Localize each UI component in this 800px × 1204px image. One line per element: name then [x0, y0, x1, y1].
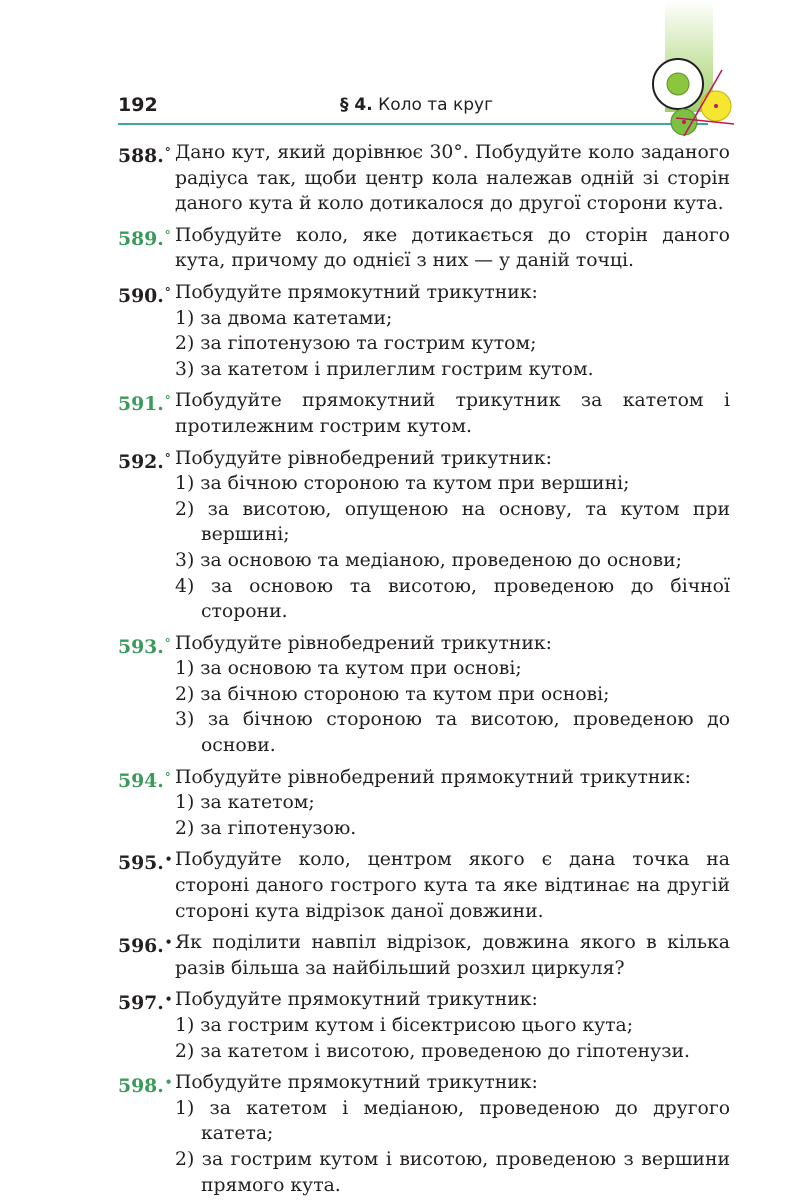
problem-subitem: 1) за двома катетами; — [175, 307, 393, 329]
problem-subitem: 2) за бічною стороною та кутом при основі; — [175, 683, 610, 705]
problem-number — [118, 280, 171, 310]
problem-subitem: 2) за гострим кутом і висотою, проведеною з вершини прямого кута. — [175, 1148, 730, 1196]
problem-item — [118, 1070, 730, 1198]
problem-text: Побудуйте прямокутний трикутник: — [175, 989, 538, 1011]
problem-text: Як поділити навпіл відрізок, довжина якого в кілька разів більша за найбільший розхил циркуля? — [175, 932, 730, 979]
problem-number — [118, 847, 172, 877]
difficulty-mark: ° — [164, 145, 171, 159]
problem-number — [118, 987, 172, 1017]
circles-logo-icon — [646, 58, 736, 140]
problem-item — [118, 223, 730, 274]
problem-subitem: 3) за бічною стороною та висотою, проведеною до основи. — [175, 709, 730, 757]
problem-text: Побудуйте коло, центром якого є дана точка на стороні даного гострого кута та яке відтинає на другій стороні кута відрізок даної довжини. — [175, 849, 730, 922]
problem-number — [118, 1070, 172, 1100]
problem-text: Побудуйте рівнобедрений трикутник: — [175, 632, 552, 654]
difficulty-mark: • — [164, 1075, 173, 1090]
problem-item — [118, 930, 730, 981]
problem-subitem: 3) за основою та медіаною, проведеною до основи; — [175, 549, 682, 571]
problem-number-text: 595. — [118, 852, 164, 875]
problem-item — [118, 446, 730, 625]
problem-item — [118, 765, 730, 842]
problem-number — [118, 446, 171, 476]
problem-text: Побудуйте прямокутний трикутник за катетом і протилежним гострим кутом. — [175, 390, 730, 437]
difficulty-mark: ° — [164, 227, 171, 242]
problem-number-text: 590. — [118, 284, 164, 307]
difficulty-mark: ° — [164, 284, 171, 299]
problem-subitem: 1) за катетом; — [175, 792, 315, 814]
problem-text: Побудуйте прямокутний трикутник: — [175, 281, 538, 303]
problem-subitem: 2) за гіпотенузою. — [175, 817, 357, 839]
problem-subitem: 3) за катетом і прилеглим гострим кутом. — [175, 358, 594, 380]
problem-item — [118, 280, 730, 382]
problem-number — [118, 388, 171, 418]
problem-item — [118, 631, 730, 759]
problem-subitem: 1) за гострим кутом і бісектрисою цього кута; — [175, 1015, 634, 1036]
section-mark: § 4. — [340, 95, 373, 115]
problem-number-text: 598. — [118, 1075, 164, 1098]
problem-number — [118, 930, 172, 960]
problem-subitem: 2) за висотою, опущеною на основу, та кутом при вершині; — [175, 498, 730, 546]
problem-list — [118, 140, 730, 1204]
section-title — [340, 95, 493, 115]
problem-number-text: 591. — [118, 393, 164, 416]
page-number: 192 — [118, 94, 158, 116]
problem-subitem: 1) за бічною стороною та кутом при вершині; — [175, 473, 630, 495]
problem-item — [118, 140, 730, 217]
problem-subitem: 2) за катетом і висотою, проведеною до гіпотенузи. — [175, 1040, 690, 1062]
problem-number-text: 594. — [118, 769, 164, 792]
problem-subitem: 1) за катетом і медіаною, проведеною до другого катета; — [175, 1097, 730, 1145]
problem-number-text: 592. — [118, 450, 164, 473]
difficulty-mark: ° — [164, 393, 171, 408]
problem-item — [118, 987, 730, 1064]
difficulty-mark: • — [164, 935, 173, 950]
difficulty-mark: ° — [164, 769, 171, 784]
header-rule — [118, 123, 708, 125]
problem-text: Побудуйте рівнобедрений трикутник: — [175, 447, 552, 469]
problem-text: Побудуйте коло, яке дотикається до сторін даного кута, причому до однієї з них — у даній точці. — [175, 224, 730, 272]
problem-subitem: 1) за основою та кутом при основі; — [175, 658, 522, 680]
section-title-text: Коло та круг — [378, 95, 494, 115]
problem-item — [118, 388, 730, 439]
problem-text: Побудуйте рівнобедрений прямокутний трикутник: — [175, 766, 691, 788]
problem-text: Побудуйте прямокутний трикутник: — [175, 1072, 538, 1094]
problem-number — [118, 140, 171, 170]
difficulty-mark: • — [164, 852, 173, 867]
problem-number-text: 593. — [118, 635, 164, 658]
difficulty-mark: ° — [164, 635, 171, 650]
problem-number-text: 596. — [118, 935, 164, 958]
problem-number — [118, 631, 171, 661]
difficulty-mark: • — [164, 992, 173, 1007]
problem-subitem: 2) за гіпотенузою та гострим кутом; — [175, 333, 537, 355]
problem-number-text: 588. — [118, 145, 164, 167]
difficulty-mark: ° — [164, 450, 171, 465]
page-header — [118, 94, 678, 120]
problem-number-text: 589. — [118, 227, 164, 250]
problem-number-text: 597. — [118, 992, 164, 1015]
problem-item — [118, 847, 730, 924]
problem-number — [118, 223, 171, 253]
problem-subitem: 4) за основою та висотою, проведеною до бічної сторони. — [175, 575, 730, 623]
problem-number — [118, 765, 171, 795]
problem-text: Дано кут, який дорівнює 30°. Побудуйте коло заданого радіуса так, щоби центр кола належав одній зі сторін даного кута й коло дотикалося до другої сторони кута. — [175, 142, 730, 215]
